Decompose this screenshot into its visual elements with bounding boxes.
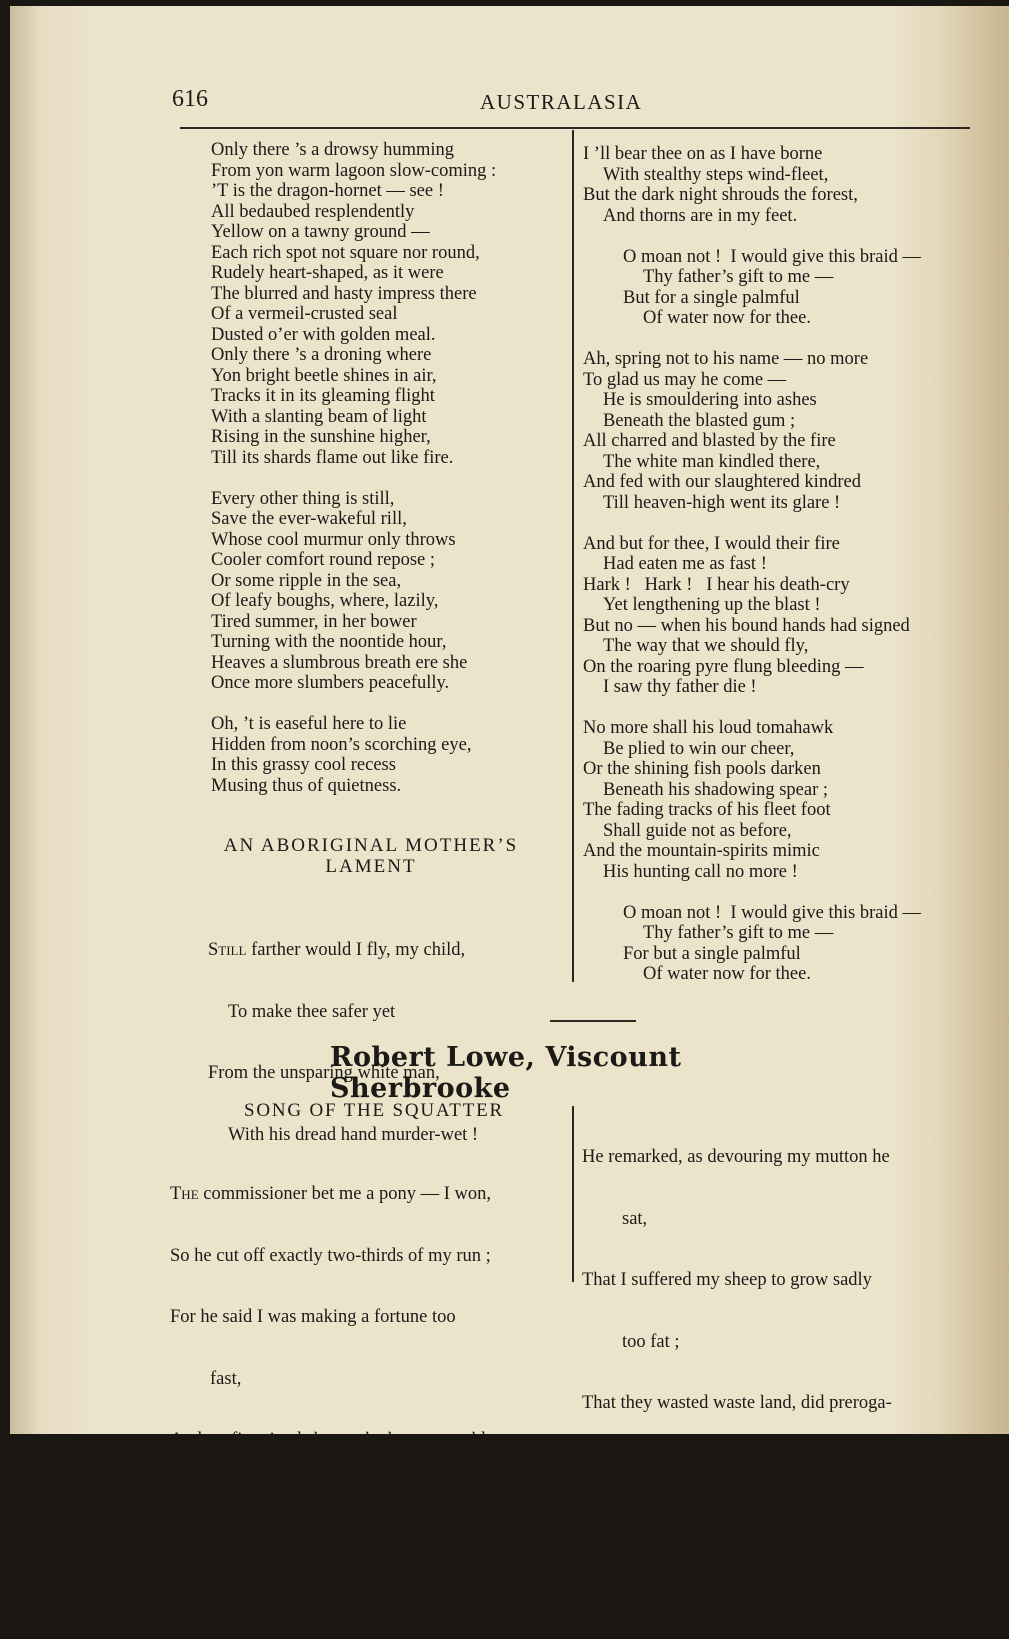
- column-divider-bottom: [572, 1106, 574, 1282]
- verse-line: Dusted o’er with golden meal.: [211, 324, 436, 345]
- squatter-line: And profit gained slower the longer would: [170, 1430, 486, 1450]
- verse-line: Only there ’s a droning where: [211, 345, 432, 365]
- verse-line: All bedaubed resplendently: [211, 201, 415, 222]
- verse-line: Of leafy boughs, where, lazily,: [211, 591, 439, 611]
- squatter-line: Crown ;: [622, 1577, 683, 1598]
- lament-title-line2: LAMENT: [325, 855, 417, 877]
- stanza-break: [583, 698, 921, 719]
- verse-line: Shall guide not as before,: [603, 820, 792, 841]
- verse-line: On the roaring pyre flung bleeding —: [583, 656, 864, 677]
- squatter-line: And rebelliously nibbled the droits of the: [582, 1516, 888, 1536]
- verse-line: Rudely heart-shaped, as it were: [211, 263, 444, 283]
- verse-line: And fed with our slaughtered kindred: [583, 472, 861, 492]
- verse-line: Oh, ’t is easeful here to lie: [211, 714, 407, 734]
- stanza-break: [583, 882, 921, 903]
- verse-line: Every other thing is still,: [211, 488, 395, 509]
- verse-line: No more shall his loud tomahawk: [583, 718, 834, 738]
- lament-title-line1: AN ABORIGINAL MOTHER’S: [223, 835, 519, 856]
- verse-line: Cooler comfort round repose ;: [211, 550, 435, 570]
- verse-line: Heaves a slumbrous breath ere she: [211, 652, 468, 673]
- verse-line: Of a vermeil-crusted seal: [211, 304, 398, 324]
- verse-line: With a slanting beam of light: [211, 406, 427, 427]
- verse-line: Or some ripple in the sea,: [211, 570, 402, 591]
- verse-line: Tired summer, in her bower: [211, 611, 417, 632]
- verse-line: Hark ! Hark ! I hear his death-cry: [583, 574, 850, 595]
- column-divider-top: [572, 130, 574, 982]
- squatter-line: sat,: [622, 1208, 648, 1229]
- verse-line: Once more slumbers peacefully.: [211, 673, 450, 693]
- stanza-break: [583, 329, 921, 350]
- verse-line: Musing thus of quietness.: [211, 775, 402, 796]
- verse-line: O moan not ! I would give this braid —: [623, 902, 922, 923]
- verse-line: Of water now for thee.: [643, 964, 811, 984]
- verse-line: And thorns are in my feet.: [603, 205, 798, 226]
- verse-line: Or the shining fish pools darken: [583, 759, 821, 779]
- verse-line: In this grassy cool recess: [211, 755, 396, 775]
- section-rule: [550, 1020, 636, 1022]
- squatter-right-column: [582, 1106, 892, 1639]
- lament-line: To make thee safer yet: [228, 1001, 396, 1022]
- squatter-line: So he cut off exactly two-thirds of my run ;: [170, 1245, 491, 1266]
- verse-line: Save the ever-wakeful rill,: [211, 509, 407, 529]
- verse-line: But no — when his bound hands had signed: [583, 615, 910, 636]
- verse-line: Each rich spot not square nor round,: [211, 242, 480, 263]
- verse-line: Beneath the blasted gum ;: [603, 410, 796, 431]
- verse-line: Till its shards flame out like fire.: [211, 447, 454, 468]
- lament-first-line-rest: farther would I fly, my child,: [246, 940, 466, 960]
- squatter-line: tive brown,: [622, 1454, 707, 1475]
- verse-line: Whose cool murmur only throws: [211, 529, 456, 550]
- verse-line: Ah, spring not to his name — no more: [583, 349, 869, 369]
- squatter-line: too fat ;: [622, 1331, 680, 1352]
- stanza-break: [211, 694, 496, 715]
- author-heading: Robert Lowe, Viscount Sherbrooke: [330, 1042, 682, 1104]
- lament-dropword: Still: [208, 940, 247, 960]
- verse-line: From yon warm lagoon slow-coming :: [211, 160, 497, 181]
- squatter-left-column: [170, 1143, 491, 1553]
- lament-title: [186, 835, 556, 876]
- verse-line: He is smouldering into ashes: [603, 390, 817, 410]
- lament-first-line: [208, 940, 478, 961]
- verse-line: I saw thy father die !: [603, 677, 757, 697]
- lament-line: From the unsparing white man,: [208, 1063, 440, 1083]
- verse-line: Turning with the noontide hour,: [211, 632, 447, 652]
- header-rule: [180, 127, 970, 129]
- squatter-dropword: The: [170, 1184, 199, 1204]
- stanza-break: [211, 468, 496, 489]
- verse-line: For but a single palmful: [623, 943, 801, 964]
- verse-line: O moan not ! I would give this braid —: [623, 246, 922, 267]
- book-page: [10, 6, 1009, 1598]
- page-number: 616: [172, 86, 208, 112]
- verse-line: Yet lengthening up the blast !: [603, 595, 821, 615]
- verse-line: Thy father’s gift to me —: [643, 923, 834, 943]
- verse-line: Had eaten me as fast !: [603, 554, 767, 574]
- verse-line: But the dark night shrouds the forest,: [583, 185, 858, 205]
- verse-line: The blurred and hasty impress there: [211, 283, 477, 304]
- verse-line: Thy father’s gift to me —: [643, 267, 834, 287]
- verse-line: And but for thee, I would their fire: [583, 533, 840, 554]
- verse-line: Of water now for thee.: [643, 308, 811, 328]
- verse-line: With stealthy steps wind-fleet,: [603, 164, 829, 185]
- verse-line: I ’ll bear thee on as I have borne: [583, 144, 823, 164]
- squatter-first-line: [170, 1184, 491, 1205]
- verse-line: Till heaven-high went its glare !: [603, 492, 841, 513]
- stanza-break: [583, 513, 921, 534]
- song-title: SONG OF THE SQUATTER: [244, 1100, 504, 1121]
- squatter-line: For he said I was making a fortune too: [170, 1307, 456, 1327]
- verse-line: Be plied to win our cheer,: [603, 738, 795, 759]
- verse-line: Tracks it in its gleaming flight: [211, 386, 435, 406]
- squatter-line: He remarked, as devouring my mutton he: [582, 1147, 890, 1167]
- squatter-line: That I suffered my sheep to grow sadly: [582, 1270, 872, 1290]
- verse-line: The way that we should fly,: [603, 636, 809, 656]
- verse-line: The white man kindled there,: [603, 451, 821, 472]
- verse-line: To glad us may he come —: [583, 369, 787, 390]
- verse-line: The fading tracks of his fleet foot: [583, 800, 831, 820]
- poem-left-column: [211, 140, 496, 796]
- running-head: AUSTRALASIA: [480, 90, 643, 114]
- stanza-break: [583, 226, 921, 247]
- verse-line: Yellow on a tawny ground —: [211, 222, 430, 242]
- verse-line: Hidden from noon’s scorching eye,: [211, 734, 472, 755]
- lament-line: With his dread hand murder-wet !: [228, 1124, 479, 1145]
- verse-line: Yon bright beetle shines in air,: [211, 365, 437, 386]
- squatter-line: last.: [210, 1491, 241, 1512]
- poem-right-column: [583, 144, 921, 985]
- verse-line: His hunting call no more !: [603, 861, 798, 882]
- verse-line: And the mountain-spirits mimic: [583, 841, 820, 861]
- verse-line: Rising in the sunshine higher,: [211, 427, 431, 447]
- squatter-line: fast,: [210, 1368, 242, 1389]
- verse-line: All charred and blasted by the fire: [583, 431, 836, 451]
- squatter-first-line-rest: commissioner bet me a pony — I won,: [198, 1184, 491, 1204]
- verse-line: Only there ’s a drowsy humming: [211, 140, 455, 160]
- verse-line: ’T is the dragon-hornet — see !: [211, 181, 444, 201]
- squatter-line: That they wasted waste land, did preroga-: [582, 1393, 892, 1413]
- verse-line: But for a single palmful: [623, 287, 800, 308]
- verse-line: Beneath his shadowing spear ;: [603, 779, 829, 800]
